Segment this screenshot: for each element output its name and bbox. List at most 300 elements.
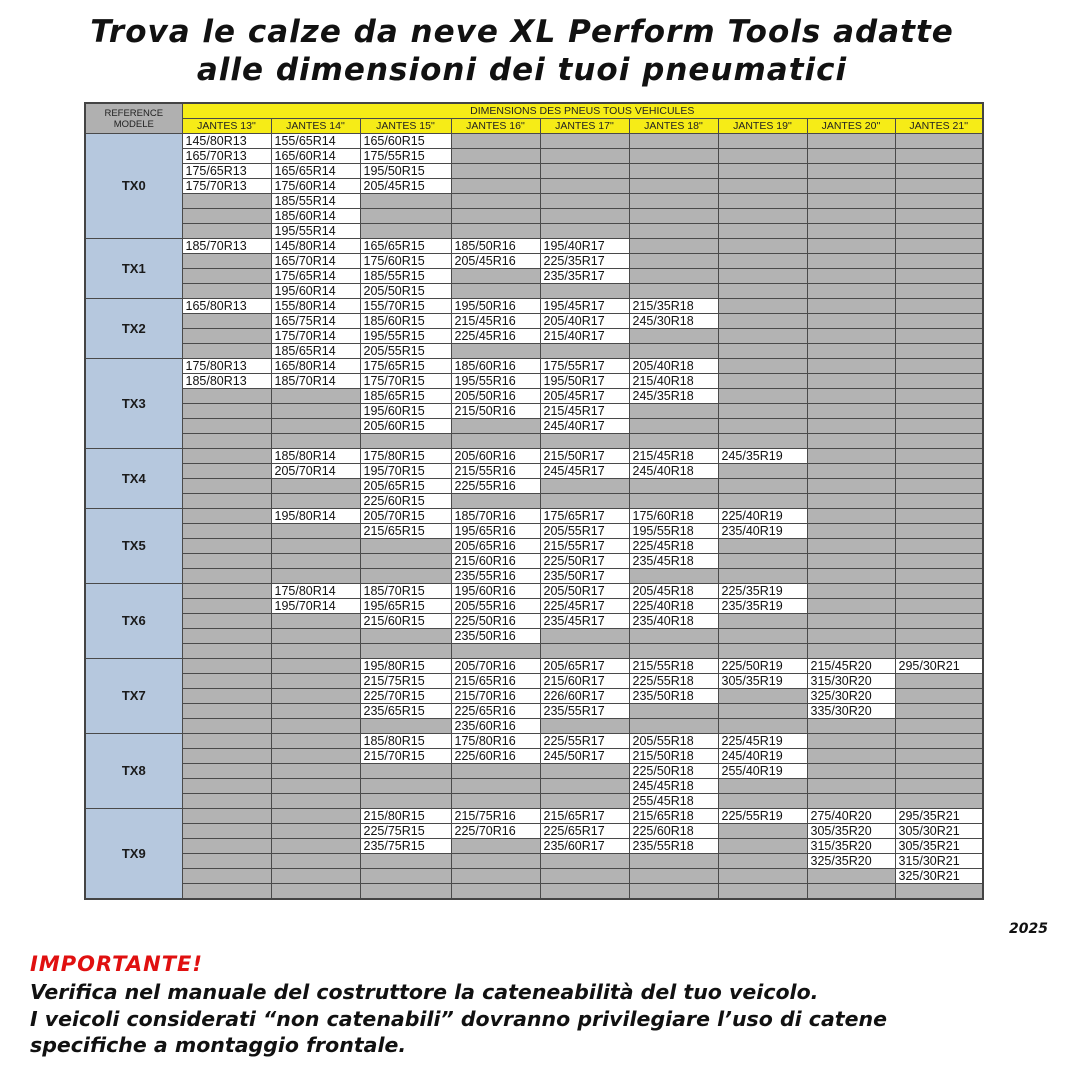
- size-cell: [718, 884, 807, 900]
- size-cell: 195/80R14: [271, 509, 360, 524]
- table-row: [85, 224, 983, 239]
- size-cell: 195/55R16: [451, 374, 540, 389]
- size-cell: [807, 509, 895, 524]
- table-row: [85, 614, 983, 629]
- size-cell: 315/35R20: [807, 839, 895, 854]
- size-cell: 185/65R14: [271, 344, 360, 359]
- size-cell: [895, 614, 983, 629]
- size-cell: [271, 674, 360, 689]
- size-cell: 305/30R21: [895, 824, 983, 839]
- table-row: [85, 434, 983, 449]
- size-cell: 225/55R16: [451, 479, 540, 494]
- size-cell: [182, 584, 271, 599]
- size-cell: [807, 434, 895, 449]
- table-row: [85, 134, 983, 149]
- size-cell: [451, 644, 540, 659]
- size-cell: [182, 749, 271, 764]
- size-cell: [807, 599, 895, 614]
- table-row: [85, 539, 983, 554]
- size-cell: 235/50R16: [451, 629, 540, 644]
- size-cell: [807, 194, 895, 209]
- size-cell: [540, 854, 629, 869]
- size-cell: [718, 854, 807, 869]
- size-cell: [807, 734, 895, 749]
- size-cell: 165/65R14: [271, 164, 360, 179]
- size-cell: [629, 434, 718, 449]
- reference-header: [85, 103, 182, 134]
- size-cell: [807, 449, 895, 464]
- size-cell: 305/35R20: [807, 824, 895, 839]
- size-cell: 215/55R17: [540, 539, 629, 554]
- size-cell: [895, 494, 983, 509]
- size-cell: 225/50R18: [629, 764, 718, 779]
- size-cell: [895, 719, 983, 734]
- size-cell: 215/65R18: [629, 809, 718, 824]
- size-cell: [718, 194, 807, 209]
- size-cell: 155/70R15: [360, 299, 451, 314]
- size-cell: [540, 629, 629, 644]
- table-row: [85, 149, 983, 164]
- size-cell: 225/65R16: [451, 704, 540, 719]
- table-row: [85, 344, 983, 359]
- size-cell: 205/50R16: [451, 389, 540, 404]
- size-cell: 215/55R18: [629, 659, 718, 674]
- size-cell: 215/75R15: [360, 674, 451, 689]
- size-cell: [895, 434, 983, 449]
- size-cell: [182, 194, 271, 209]
- size-cell: 225/55R17: [540, 734, 629, 749]
- size-cell: 185/70R14: [271, 374, 360, 389]
- size-cell: 225/35R17: [540, 254, 629, 269]
- size-cell: [182, 284, 271, 299]
- size-cell: 215/80R15: [360, 809, 451, 824]
- size-cell: [360, 794, 451, 809]
- important-note-line-3: specifiche a montaggio frontale.: [30, 1033, 407, 1057]
- table-row: [85, 794, 983, 809]
- size-cell: 195/55R14: [271, 224, 360, 239]
- size-cell: [895, 644, 983, 659]
- size-cell: [182, 209, 271, 224]
- table-row: [85, 254, 983, 269]
- size-cell: 205/70R15: [360, 509, 451, 524]
- size-cell: 225/50R19: [718, 659, 807, 674]
- size-cell: 225/45R17: [540, 599, 629, 614]
- size-cell: [807, 164, 895, 179]
- size-cell: [718, 134, 807, 149]
- size-cell: [182, 644, 271, 659]
- size-cell: [718, 629, 807, 644]
- size-cell: 205/45R15: [360, 179, 451, 194]
- size-cell: 235/50R18: [629, 689, 718, 704]
- size-cell: 185/70R16: [451, 509, 540, 524]
- size-cell: [895, 884, 983, 900]
- size-cell: [271, 539, 360, 554]
- size-cell: [182, 719, 271, 734]
- size-cell: [718, 224, 807, 239]
- size-cell: [451, 269, 540, 284]
- reference-header-line: MODELE: [113, 118, 154, 130]
- size-cell: 335/30R20: [807, 704, 895, 719]
- size-cell: [895, 224, 983, 239]
- size-cell: [271, 869, 360, 884]
- size-cell: 205/55R17: [540, 524, 629, 539]
- size-cell: [629, 149, 718, 164]
- size-cell: [629, 704, 718, 719]
- table-row: [85, 644, 983, 659]
- size-cell: 226/60R17: [540, 689, 629, 704]
- size-cell: 195/50R17: [540, 374, 629, 389]
- size-cell: [895, 689, 983, 704]
- size-cell: [182, 854, 271, 869]
- size-cell: 155/65R14: [271, 134, 360, 149]
- size-cell: [540, 164, 629, 179]
- size-cell: [182, 509, 271, 524]
- size-cell: [807, 389, 895, 404]
- size-cell: 305/35R19: [718, 674, 807, 689]
- size-cell: [718, 824, 807, 839]
- size-cell: [718, 164, 807, 179]
- size-cell: [807, 749, 895, 764]
- size-cell: [182, 569, 271, 584]
- size-cell: [718, 314, 807, 329]
- size-cell: [540, 149, 629, 164]
- size-cell: [271, 809, 360, 824]
- size-cell: 185/55R15: [360, 269, 451, 284]
- table-row: [85, 569, 983, 584]
- size-cell: [271, 419, 360, 434]
- size-cell: 215/65R17: [540, 809, 629, 824]
- size-cell: [895, 329, 983, 344]
- size-cell: [182, 794, 271, 809]
- size-cell: 175/60R14: [271, 179, 360, 194]
- size-cell: [718, 464, 807, 479]
- size-cell: 205/45R17: [540, 389, 629, 404]
- size-cell: [895, 779, 983, 794]
- size-cell: 225/55R18: [629, 674, 718, 689]
- size-cell: [807, 179, 895, 194]
- table-row: [85, 404, 983, 419]
- size-cell: 195/55R18: [629, 524, 718, 539]
- size-cell: [271, 779, 360, 794]
- size-cell: [271, 614, 360, 629]
- size-cell: [540, 344, 629, 359]
- size-cell: [271, 704, 360, 719]
- size-cell: [807, 314, 895, 329]
- size-cell: [895, 794, 983, 809]
- size-cell: 235/60R17: [540, 839, 629, 854]
- size-cell: [360, 884, 451, 900]
- size-cell: [540, 884, 629, 900]
- size-cell: 215/65R16: [451, 674, 540, 689]
- size-cell: [718, 209, 807, 224]
- table-row: [85, 359, 983, 374]
- size-cell: [718, 329, 807, 344]
- size-cell: 305/35R21: [895, 839, 983, 854]
- table-row: [85, 599, 983, 614]
- size-cell: 295/35R21: [895, 809, 983, 824]
- size-cell: 185/80R13: [182, 374, 271, 389]
- size-cell: [895, 374, 983, 389]
- size-cell: [451, 344, 540, 359]
- size-cell: [360, 854, 451, 869]
- size-cell: 155/80R14: [271, 299, 360, 314]
- table-row: [85, 329, 983, 344]
- size-cell: [895, 749, 983, 764]
- table-row: [85, 269, 983, 284]
- size-cell: [718, 284, 807, 299]
- size-cell: [807, 794, 895, 809]
- size-cell: [807, 479, 895, 494]
- size-cell: [182, 599, 271, 614]
- size-cell: 175/65R14: [271, 269, 360, 284]
- size-cell: 225/50R16: [451, 614, 540, 629]
- size-cell: [895, 254, 983, 269]
- size-cell: 225/70R15: [360, 689, 451, 704]
- size-cell: [182, 614, 271, 629]
- size-cell: 215/45R20: [807, 659, 895, 674]
- size-cell: [895, 599, 983, 614]
- size-cell: [629, 209, 718, 224]
- size-cell: 165/70R13: [182, 149, 271, 164]
- size-cell: [182, 869, 271, 884]
- size-cell: [182, 674, 271, 689]
- size-cell: [540, 494, 629, 509]
- size-cell: [360, 629, 451, 644]
- size-cell: [451, 284, 540, 299]
- table-row: [85, 209, 983, 224]
- size-cell: 175/65R17: [540, 509, 629, 524]
- size-cell: [718, 779, 807, 794]
- size-cell: [182, 554, 271, 569]
- size-cell: 245/35R19: [718, 449, 807, 464]
- size-cell: [629, 284, 718, 299]
- size-cell: 235/45R18: [629, 554, 718, 569]
- table-row: [85, 494, 983, 509]
- size-cell: [895, 404, 983, 419]
- size-cell: [807, 299, 895, 314]
- size-cell: 295/30R21: [895, 659, 983, 674]
- size-cell: [718, 689, 807, 704]
- size-cell: 165/65R15: [360, 239, 451, 254]
- size-cell: [895, 674, 983, 689]
- size-cell: [807, 539, 895, 554]
- size-cell: [895, 284, 983, 299]
- size-cell: [895, 359, 983, 374]
- size-cell: [182, 809, 271, 824]
- size-cell: [807, 149, 895, 164]
- size-cell: [807, 494, 895, 509]
- size-cell: [718, 479, 807, 494]
- size-cell: [629, 329, 718, 344]
- size-cell: [182, 629, 271, 644]
- size-cell: 245/40R17: [540, 419, 629, 434]
- size-cell: 165/80R14: [271, 359, 360, 374]
- size-cell: [895, 389, 983, 404]
- size-cell: [540, 719, 629, 734]
- size-cell: [718, 569, 807, 584]
- size-cell: 205/45R18: [629, 584, 718, 599]
- table-row: [85, 854, 983, 869]
- size-cell: 205/65R17: [540, 659, 629, 674]
- size-cell: 195/40R17: [540, 239, 629, 254]
- size-cell: 215/45R17: [540, 404, 629, 419]
- size-cell: [718, 539, 807, 554]
- size-cell: [807, 284, 895, 299]
- size-cell: [271, 479, 360, 494]
- table-row: [85, 839, 983, 854]
- size-cell: 195/80R15: [360, 659, 451, 674]
- size-cell: [540, 434, 629, 449]
- size-cell: 205/40R17: [540, 314, 629, 329]
- size-cell: [807, 764, 895, 779]
- size-cell: [718, 179, 807, 194]
- size-cell: [807, 464, 895, 479]
- size-cell: [540, 479, 629, 494]
- size-cell: [182, 404, 271, 419]
- size-cell: [182, 389, 271, 404]
- table-row: [85, 479, 983, 494]
- table-row: [85, 374, 983, 389]
- table-row: [85, 419, 983, 434]
- size-cell: [182, 494, 271, 509]
- table-row: [85, 179, 983, 194]
- size-cell: [360, 869, 451, 884]
- size-cell: 235/40R19: [718, 524, 807, 539]
- size-cell: 255/45R18: [629, 794, 718, 809]
- size-cell: 195/60R14: [271, 284, 360, 299]
- column-header: JANTES 15'': [360, 119, 451, 134]
- size-cell: [451, 224, 540, 239]
- size-cell: 205/60R15: [360, 419, 451, 434]
- table-row: [85, 239, 983, 254]
- size-cell: 225/45R16: [451, 329, 540, 344]
- size-cell: [451, 794, 540, 809]
- size-cell: [182, 659, 271, 674]
- size-cell: 205/45R16: [451, 254, 540, 269]
- table-row: [85, 764, 983, 779]
- size-cell: [360, 644, 451, 659]
- size-cell: 225/65R17: [540, 824, 629, 839]
- size-cell: [182, 764, 271, 779]
- table-row: [85, 749, 983, 764]
- table-row: [85, 554, 983, 569]
- size-cell: 205/55R18: [629, 734, 718, 749]
- size-cell: 205/70R14: [271, 464, 360, 479]
- size-cell: [718, 344, 807, 359]
- size-cell: 175/65R15: [360, 359, 451, 374]
- size-cell: [895, 269, 983, 284]
- size-cell: [540, 764, 629, 779]
- important-note-line-2: I veicoli considerati “non catenabili” dovranno privilegiare l’uso di catene: [30, 1007, 887, 1031]
- size-cell: [271, 719, 360, 734]
- table-row: [85, 884, 983, 900]
- size-cell: 205/50R17: [540, 584, 629, 599]
- size-cell: 225/45R19: [718, 734, 807, 749]
- table-row: [85, 284, 983, 299]
- size-cell: 215/45R18: [629, 449, 718, 464]
- reference-cell: TX7: [85, 659, 182, 734]
- size-cell: [360, 224, 451, 239]
- size-cell: 235/55R16: [451, 569, 540, 584]
- size-cell: [895, 464, 983, 479]
- size-cell: 205/60R16: [451, 449, 540, 464]
- size-cell: 235/40R18: [629, 614, 718, 629]
- size-cell: [629, 869, 718, 884]
- size-cell: [182, 329, 271, 344]
- size-cell: [271, 389, 360, 404]
- size-cell: [360, 194, 451, 209]
- size-cell: [182, 464, 271, 479]
- size-cell: [451, 434, 540, 449]
- size-cell: [451, 869, 540, 884]
- size-cell: 195/70R14: [271, 599, 360, 614]
- size-cell: [182, 524, 271, 539]
- size-cell: [540, 194, 629, 209]
- size-cell: [895, 479, 983, 494]
- reference-cell: TX5: [85, 509, 182, 584]
- size-cell: [182, 539, 271, 554]
- table-row: [85, 704, 983, 719]
- size-cell: [629, 269, 718, 284]
- size-cell: [895, 524, 983, 539]
- size-cell: 175/60R15: [360, 254, 451, 269]
- size-cell: [451, 209, 540, 224]
- size-cell: [360, 209, 451, 224]
- size-cell: [540, 209, 629, 224]
- size-cell: [895, 734, 983, 749]
- size-cell: 235/45R17: [540, 614, 629, 629]
- size-cell: [718, 254, 807, 269]
- size-cell: [718, 299, 807, 314]
- size-cell: [451, 194, 540, 209]
- size-cell: 245/45R17: [540, 464, 629, 479]
- size-cell: 205/65R16: [451, 539, 540, 554]
- size-cell: [629, 479, 718, 494]
- size-cell: [895, 209, 983, 224]
- size-cell: 205/55R15: [360, 344, 451, 359]
- size-cell: 215/55R16: [451, 464, 540, 479]
- size-cell: 185/80R14: [271, 449, 360, 464]
- size-cell: 165/70R14: [271, 254, 360, 269]
- size-cell: [718, 239, 807, 254]
- table-row: [85, 314, 983, 329]
- size-cell: [182, 734, 271, 749]
- size-cell: [629, 419, 718, 434]
- table-row: [85, 629, 983, 644]
- column-header: JANTES 17'': [540, 119, 629, 134]
- size-cell: [451, 884, 540, 900]
- size-cell: 165/60R15: [360, 134, 451, 149]
- size-cell: 215/35R18: [629, 299, 718, 314]
- size-cell: [629, 239, 718, 254]
- size-cell: [540, 134, 629, 149]
- size-cell: [807, 329, 895, 344]
- size-cell: [360, 539, 451, 554]
- size-cell: [718, 869, 807, 884]
- size-cell: [718, 374, 807, 389]
- size-cell: [271, 824, 360, 839]
- table-row: [85, 689, 983, 704]
- size-cell: [182, 419, 271, 434]
- size-cell: [182, 434, 271, 449]
- table-row: [85, 584, 983, 599]
- table-row: [85, 164, 983, 179]
- size-cell: [807, 239, 895, 254]
- size-cell: [271, 764, 360, 779]
- size-cell: 215/65R15: [360, 524, 451, 539]
- size-cell: 275/40R20: [807, 809, 895, 824]
- size-cell: [360, 779, 451, 794]
